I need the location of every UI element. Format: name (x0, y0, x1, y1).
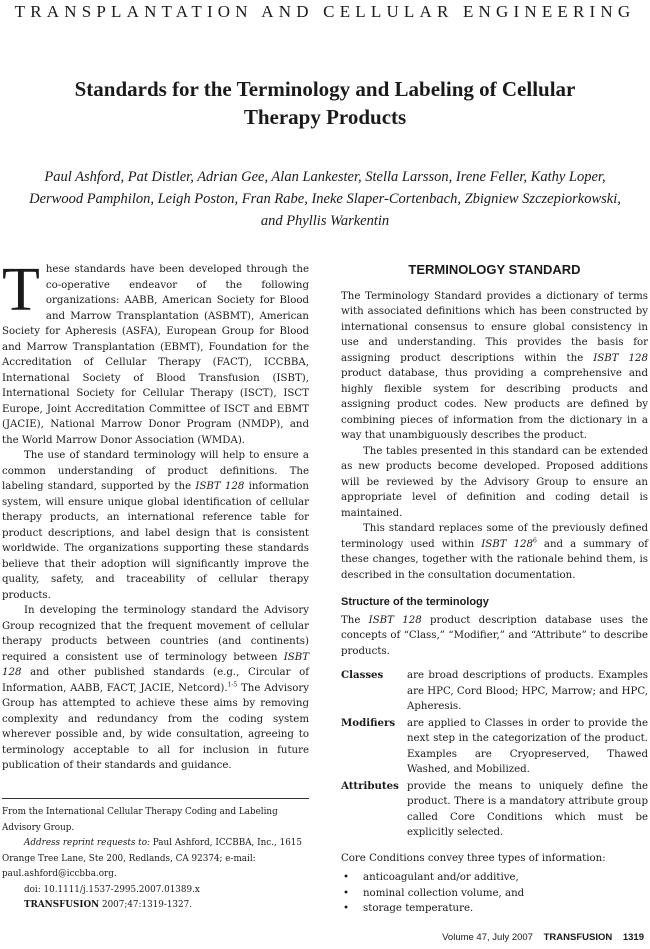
definition-desc: are applied to Classes in order to provide the next step in the categorization of the product. Examples are Cryopreserved, Thawed Washed, and Mobilized. (407, 717, 648, 775)
emphasis: ISBT 128 (593, 352, 648, 364)
left-column (2, 256, 309, 774)
emphasis: ISBT 128 (481, 538, 534, 550)
reprint-text: Paul Ashford, ICCBBA, Inc., 1615 Orange Tree Lane, Ste 200, Redlands, CA 92374; e-mail: paul.ashford@iccbba.org. (2, 838, 302, 879)
definition-term: Attributes (341, 779, 399, 792)
list-item: • nominal collection volume, and (341, 886, 648, 902)
definition-desc: are broad descriptions of products. Examples are HPC, Cord Blood; HPC, Marrow; and HPC, Apheresis. (407, 670, 648, 712)
bullet-list (341, 870, 648, 917)
emphasis: ISBT 128 (195, 481, 245, 492)
emphasis: ISBT 128 (368, 614, 422, 626)
list-item: • anticoagulant and/or additive, (341, 870, 648, 886)
text-run: information system, will ensure unique global identification of cellular therapy products, an international reference table for product descriptions, and label design that is consistent worldwide. The organizations supporting these standards believe that their adoption will significantly improve the quality, safety, and traceability of cellular therapy products. (2, 481, 309, 601)
reprint-address (2, 836, 309, 883)
page-footer (442, 932, 644, 943)
drop-cap: T (2, 256, 40, 324)
citation-ref: 6 (533, 537, 537, 545)
authors-line: and Phyllis Warkentin (260, 213, 390, 229)
text-run: and a summary of these changes, together with the rationale behind them, is described in the consultation documentation. (341, 538, 648, 581)
list-item: • storage temperature. (341, 901, 648, 917)
text-run: The Advisory Group has attempted to achieve these aims by removing complexity and redundancy from the coding system wherever possible and, by wide consultation, agreeing to terminology acceptable to all for inclusion in future publication of their standards and guidance. (2, 682, 309, 771)
section-heading: TERMINOLOGY STANDARD (408, 262, 581, 277)
running-head: TRANSPLANTATION AND CELLULAR ENGINEERING (14, 2, 636, 21)
text-run: The Terminology Standard provides a dictionary of terms with associated definitions which has been constructed by international consensus to ensure global consistency in use and understanding. This provides the basis for assigning product descriptions within the (341, 290, 648, 364)
paragraph (2, 603, 309, 774)
author-list (0, 166, 650, 232)
volume-info: Volume 47, July 2007 (442, 932, 533, 943)
authors-line: Paul Ashford, Pat Distler, Adrian Gee, Alan Lankester, Stella Larsson, Irene Feller, Kathy Loper, (44, 169, 606, 185)
text-run: The use of standard terminology will help to ensure a common understanding of product definitions. The labeling standard, supported by the (2, 450, 309, 492)
journal-name: TRANSFUSION (24, 900, 100, 910)
paragraph: The tables presented in this standard can be extended as new products become developed. Proposed additions will be reviewed by the Advisory Group to ensure an appropriate level of definition and coding detail is maintained. (341, 445, 648, 519)
definition-desc: provide the means to uniquely define the product. There is a mandatory attribute group called Core Conditions which must be explicitly selected. (407, 780, 648, 838)
footnote (2, 798, 309, 914)
text-run: In developing the terminology standard the Advisory Group recognized that the frequent movement of cellular therapy products between countries (and continents) required a consistent use of terminology between (2, 605, 309, 663)
definition-item (341, 779, 648, 841)
definition-term: Modifiers (341, 716, 396, 729)
intro-text: hese standards have been developed through the co-operative endeavor of the following organizations: AABB, American Society for Blood and Marrow Transplantation (ASBMT), American Society for Apheresis (ASFA), European Group for Blood and Marrow Transplantation (EBMT), Foundation for the Accreditation of Cellular Therapy (FACT), ICCBBA, International Society of Blood Transfusion (ISBT), International Society for Cellular Therapy (ISCT), ISCT Europe, Joint Accreditation Committee of ISCT and EBMT (JACIE), National Marrow Donor Program (NMDP), and the World Marrow Donor Association (WMDA). (2, 264, 309, 446)
page-number: 1319 (622, 932, 644, 943)
affiliation: From the International Cellular Therapy Coding and Labeling Advisory Group. (2, 807, 278, 833)
definition-item (341, 716, 648, 778)
intro-paragraph (2, 256, 309, 448)
citation-ref: 1-5 (227, 681, 238, 689)
paragraph (2, 448, 309, 603)
reprint-label: Address reprint requests to: (24, 838, 150, 848)
text-run: This standard replaces some of the previously defined terminology used within (341, 523, 648, 550)
authors-line: Derwood Pamphilon, Leigh Poston, Fran Rabe, Ineke Slaper-Cortenbach, Zbigniew Szczepiorkowski, (29, 191, 621, 207)
citation-text: 2007;47:1319-1327. (99, 900, 193, 910)
definition-item (341, 668, 648, 715)
citation (2, 898, 309, 914)
paragraph (341, 289, 648, 444)
article-title: Standards for the Terminology and Labeling of Cellular Therapy Products (74, 77, 576, 129)
paragraph (341, 613, 648, 660)
definition-term: Classes (341, 669, 384, 681)
doi: doi: 10.1111/j.1537-2995.2007.01389.x (24, 884, 200, 895)
text-run: product database, thus providing a comprehensive and highly flexible system for describing products and assigning product codes. New products are defined by combining pieces of information from the dictionary in a way that unambiguously describes the product. (341, 368, 648, 441)
right-column (341, 262, 648, 917)
paragraph (341, 521, 648, 583)
text-run: The (341, 614, 369, 626)
subsection-heading: Structure of the terminology (341, 596, 489, 608)
journal-name: TRANSFUSION (543, 932, 613, 943)
paragraph: Core Conditions convey three types of information: (341, 852, 606, 864)
text-run: product description database uses the concepts of “Class,” “Modifier,” and “Attribute” to describe products. (341, 614, 649, 657)
definition-list (341, 668, 648, 841)
emphasis: ISBT 128 (2, 651, 309, 678)
text-run: and other published standards (e.g., Circular of Information, AABB, FACT, JACIE, Netcord). (2, 667, 309, 694)
